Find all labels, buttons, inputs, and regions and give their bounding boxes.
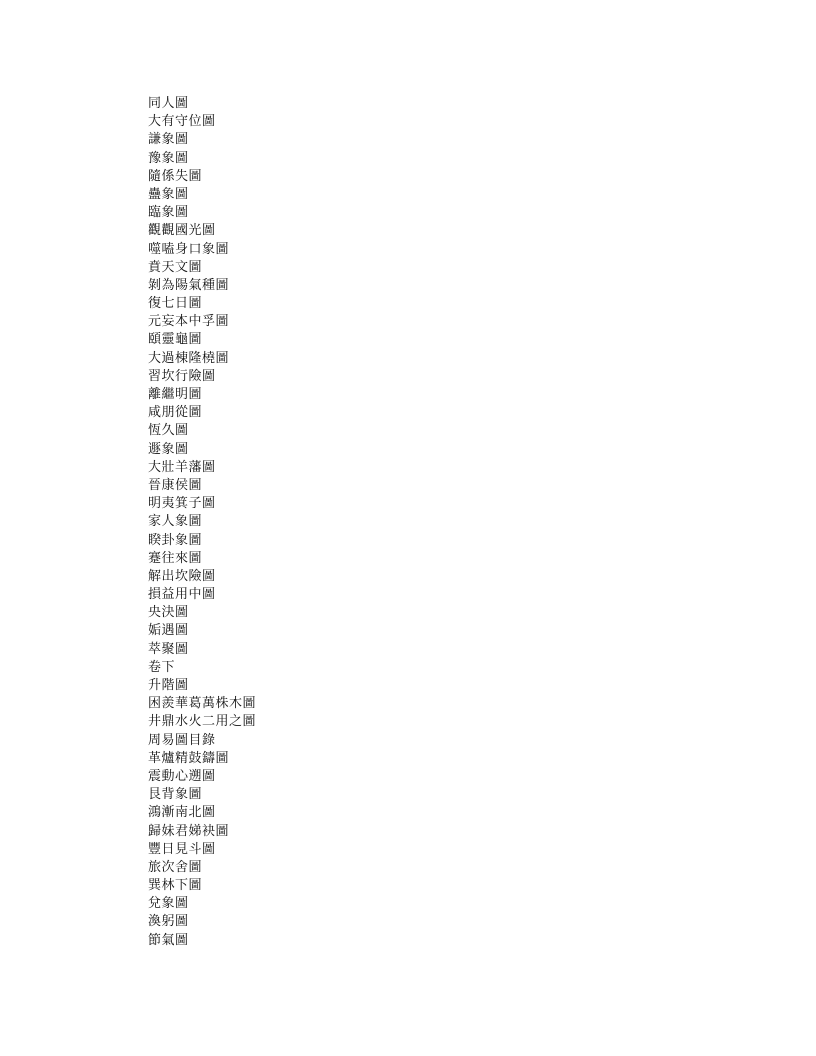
list-item: 噬嗑身口象圖 bbox=[148, 241, 230, 257]
list-item: 賁天文圖 bbox=[148, 259, 203, 275]
list-item: 家人象圖 bbox=[148, 514, 203, 530]
list-item: 央決圖 bbox=[148, 605, 189, 621]
list-item: 睽卦象圖 bbox=[148, 532, 203, 548]
list-item: 同人圖 bbox=[148, 96, 189, 111]
list-item: 豫象圖 bbox=[148, 150, 189, 166]
list-item: 離繼明圖 bbox=[148, 387, 203, 402]
list-item: 周易圖目錄 bbox=[148, 732, 216, 748]
list-item: 剝為陽氣種圖 bbox=[148, 277, 230, 293]
list-item: 升階圖 bbox=[148, 678, 189, 693]
list-item: 元妄本中孚圖 bbox=[148, 314, 230, 330]
list-item: 臨象圖 bbox=[148, 205, 189, 221]
list-item: 歸妹君娣袂圖 bbox=[148, 823, 230, 839]
list-item: 遯象圖 bbox=[148, 441, 189, 457]
list-item: 蹇往來圖 bbox=[148, 550, 203, 566]
list-item: 頤靈龜圖 bbox=[148, 332, 203, 348]
list-item: 兌象圖 bbox=[148, 896, 189, 912]
list-item: 震動心遡圖 bbox=[148, 768, 216, 784]
list-item: 隨係失圖 bbox=[148, 168, 203, 184]
list-item: 旅次舍圖 bbox=[148, 859, 203, 875]
list-item: 豐日見斗圖 bbox=[148, 841, 216, 857]
table-of-contents bbox=[148, 95, 256, 950]
list-item: 大有守位圖 bbox=[148, 114, 216, 130]
list-item: 巽林下圖 bbox=[148, 878, 203, 894]
list-item: 明夷箕子圖 bbox=[148, 496, 216, 512]
list-item: 大過棟隆橈圖 bbox=[148, 350, 230, 366]
list-item: 復七日圖 bbox=[148, 296, 203, 312]
list-item: 觀觀國光圖 bbox=[148, 223, 216, 239]
list-item: 咸朋從圖 bbox=[148, 405, 203, 421]
list-item: 解出坎險圖 bbox=[148, 568, 216, 584]
list-item: 井鼎水火二用之圖 bbox=[148, 714, 257, 730]
list-item: 節氣圖 bbox=[148, 932, 189, 948]
list-item: 革爐精鼓鑄圖 bbox=[148, 750, 230, 766]
list-item: 姤遇圖 bbox=[148, 623, 189, 639]
list-item: 謙象圖 bbox=[148, 132, 189, 148]
list-item: 艮背象圖 bbox=[148, 787, 203, 803]
list-item: 恆久圖 bbox=[148, 423, 189, 439]
list-item: 蠱象圖 bbox=[148, 186, 189, 202]
list-item: 損益用中圖 bbox=[148, 587, 216, 603]
list-item: 萃聚圖 bbox=[148, 641, 189, 657]
list-item: 渙躬圖 bbox=[148, 914, 189, 930]
list-item: 大壯羊藩圖 bbox=[148, 459, 216, 475]
section-heading: 卷下 bbox=[148, 659, 176, 675]
list-item: 晉康侯圖 bbox=[148, 477, 203, 493]
list-item: 困羨華葛萬株木圖 bbox=[148, 696, 257, 712]
list-item: 鴻漸南北圖 bbox=[148, 805, 216, 821]
list-item: 習坎行險圖 bbox=[148, 368, 216, 384]
